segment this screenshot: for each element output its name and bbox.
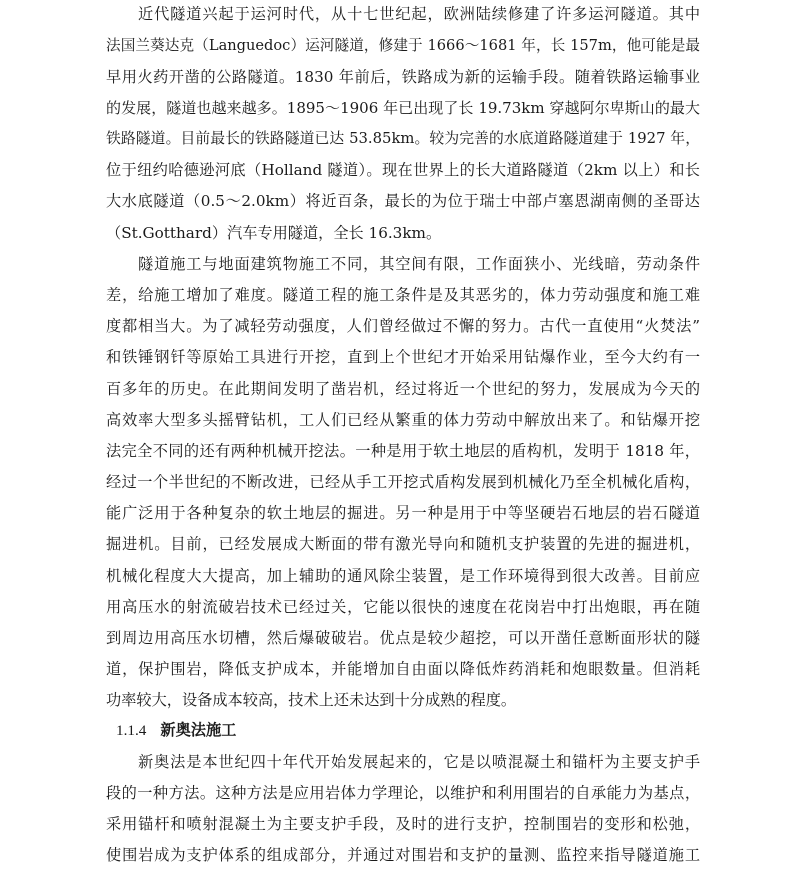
paragraph-3-line-2: 段的一种方法。这种方法是应用岩体力学理论，以维护和利用围岩的自承能力为基点，	[106, 784, 700, 802]
paragraph-2-line-8: 经过一个半世纪的不断改进，已经从手工开挖式盾构发展到机械化乃至全机械化盾构，	[106, 473, 700, 491]
paragraph-2-line-14: 道，保护围岩，降低支护成本，并能增加自由面以降低炸药消耗和炮眼数量。但消耗	[106, 660, 700, 678]
paragraph-2-line-9: 能广泛用于各种复杂的软土地层的掘进。另一种是用于中等坚硬岩石地层的岩石隧道	[106, 504, 700, 522]
paragraph-3-line-3: 采用锚杆和喷射混凝土为主要支护手段，及时的进行支护，控制围岩的变形和松弛，	[106, 815, 700, 833]
paragraph-2-line-13: 到周边用高压水切槽，然后爆破破岩。优点是较少超挖，可以开凿任意断面形状的隧	[106, 629, 700, 647]
paragraph-2-line-10: 掘进机。目前，已经发展成大断面的带有激光导向和随机支护装置的先进的掘进机，	[106, 535, 700, 553]
paragraph-2-line-12: 用高压水的射流破岩技术已经过关，它能以很快的速度在花岗岩中打出炮眼，再在随	[106, 598, 700, 616]
section-title: 新奥法施工	[160, 721, 237, 739]
paragraph-2-line-2: 差，给施工增加了难度。隧道工程的施工条件是及其恶劣的，体力劳动强度和施工难	[106, 286, 700, 304]
paragraph-1-line-6: 位于纽约哈德逊河底（Holland 隧道）。现在世界上的长大道路隧道（2km 以上）和长	[106, 161, 700, 179]
paragraph-1-line-4: 的发展，隧道也越来越多。1895～1906 年已出现了长 19.73km 穿越阿尔卑斯山的最大	[106, 99, 700, 117]
section-heading	[116, 720, 236, 741]
paragraph-1-line-1: 近代隧道兴起于运河时代，从十七世纪起，欧洲陆续修建了许多运河隧道。其中	[138, 5, 700, 23]
paragraph-1-line-5: 铁路隧道。目前最长的铁路隧道已达 53.85km。较为完善的水底道路隧道建于 1927 年，	[106, 130, 700, 147]
paragraph-2-line-1: 隧道施工与地面建筑物施工不同，其空间有限，工作面狭小、光线暗，劳动条件	[138, 255, 700, 273]
paragraph-1-line-7: 大水底隧道（0.5～2.0km）将近百条，最长的为位于瑞士中部卢塞恩湖南侧的圣哥达	[106, 192, 700, 210]
paragraph-2-line-7: 法完全不同的还有两种机械开挖法。一种是用于软土地层的盾构机，发明于 1818 年，	[106, 442, 700, 460]
paragraph-1-line-3: 早用火药开凿的公路隧道。1830 年前后，铁路成为新的运输手段。随着铁路运输事业	[106, 68, 700, 86]
paragraph-2-line-11: 机械化程度大大提高，加上辅助的通风除尘装置，是工作环境得到很大改善。目前应	[106, 567, 700, 585]
paragraph-2-line-3: 度都相当大。为了减轻劳动强度，人们曾经做过不懈的努力。古代一直使用“火焚法”	[106, 317, 700, 335]
section-number: 1.1.4	[116, 722, 147, 739]
paragraph-2-line-4: 和铁锤钢钎等原始工具进行开挖，直到上个世纪才开始采用钻爆作业，至今大约有一	[106, 348, 700, 366]
paragraph-2-line-6: 高效率大型多头摇臂钻机，工人们已经从繁重的体力劳动中解放出来了。和钻爆开挖	[106, 411, 700, 429]
paragraph-1-line-2: 法国兰葵达克（Languedoc）运河隧道，修建于 1666～1681 年，长 157m，他可能是最	[106, 37, 700, 54]
paragraph-3-line-4: 使围岩成为支护体系的组成部分，并通过对围岩和支护的量测、监控来指导隧道施工	[106, 846, 700, 864]
paragraph-3-line-1: 新奥法是本世纪四十年代开始发展起来的，它是以喷混凝土和锚杆为主要支护手	[138, 753, 700, 771]
paragraph-2-line-15: 功率较大，设备成本较高，技术上还未达到十分成熟的程度。	[106, 691, 517, 709]
paragraph-1-line-8: （St.Gotthard）汽车专用隧道，全长 16.3km。	[106, 224, 442, 242]
paragraph-2-line-5: 百多年的历史。在此期间发明了凿岩机，经过将近一个世纪的努力，发展成为今天的	[106, 380, 700, 398]
